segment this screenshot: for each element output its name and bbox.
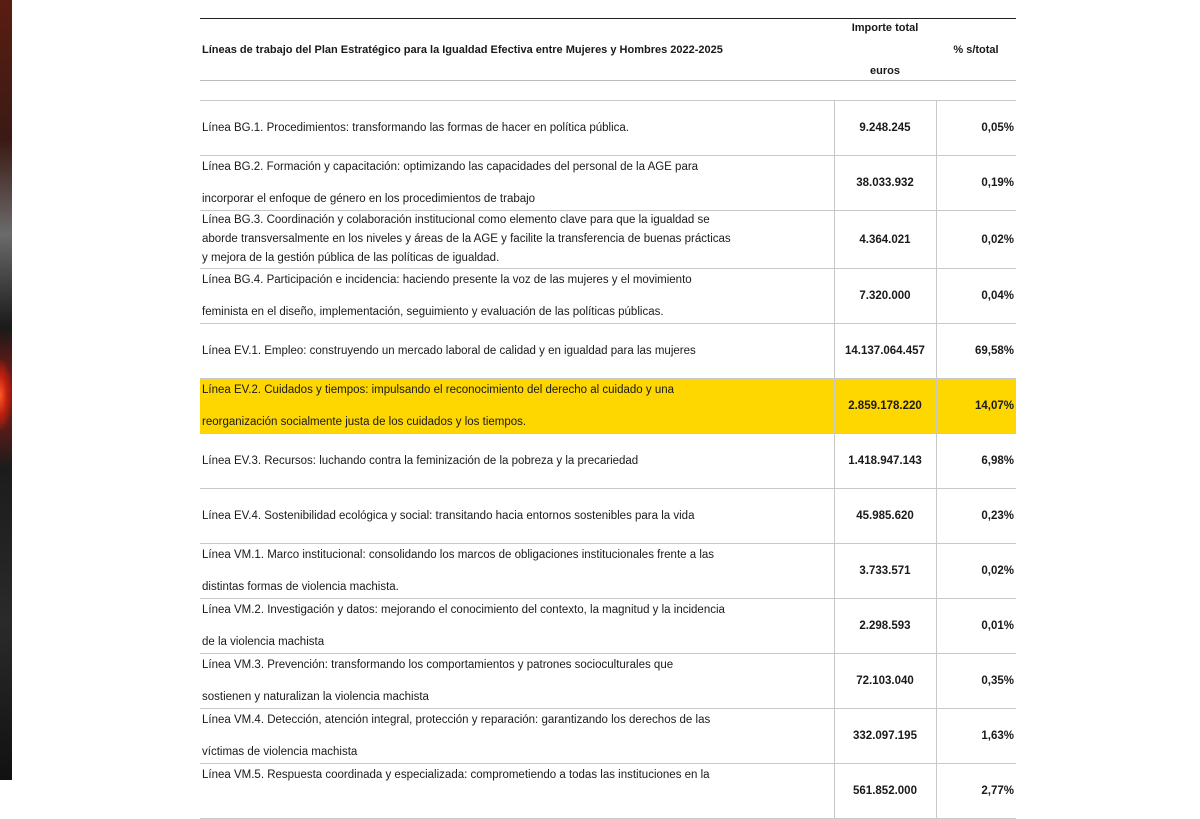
header-amount-line1: Importe total (851, 22, 919, 34)
line-text-cont: feminista en el diseño, implementación, seguimiento y evaluación de las políticas públicas. (202, 306, 664, 318)
amount-cell: 14.137.064.457 (834, 324, 936, 379)
line-cell (200, 324, 834, 379)
table-row (200, 324, 1016, 379)
line-text: Línea VM.5. Respuesta coordinada y especializada: comprometiendo a todas las instituciones en la (202, 769, 710, 781)
header-amount (834, 19, 936, 81)
pct-cell: 2,77% (936, 764, 1016, 819)
pct-cell: 6,98% (936, 434, 1016, 489)
line-cell (200, 269, 834, 324)
line-cell (200, 156, 834, 211)
line-cell (200, 544, 834, 599)
amount-cell: 45.985.620 (834, 489, 936, 544)
line-text: Línea VM.4. Detección, atención integral, protección y reparación: garantizando los derechos de las (202, 714, 711, 726)
line-cell (200, 709, 834, 764)
spacer-cell (936, 81, 1016, 101)
line-cell (200, 379, 834, 434)
table-row (200, 434, 1016, 489)
line-text: Línea BG.3. Coordinación y colaboración institucional como elemento clave para que la igualdad se (202, 214, 710, 226)
spacer-cell (834, 81, 936, 101)
pct-cell: 0,35% (936, 654, 1016, 709)
line-text: Línea EV.1. Empleo: construyendo un mercado laboral de calidad y en igualdad para las mujeres (202, 344, 696, 357)
table-row-highlighted (200, 379, 1016, 434)
line-cell (200, 764, 834, 819)
pct-cell: 1,63% (936, 709, 1016, 764)
amount-cell: 1.418.947.143 (834, 434, 936, 489)
amount-cell: 332.097.195 (834, 709, 936, 764)
line-text: Línea BG.1. Procedimientos: transformando las formas de hacer en política pública. (202, 121, 630, 134)
line-text: Línea VM.3. Prevención: transformando los comportamientos y patrones socioculturales que (202, 659, 674, 671)
line-text-cont: aborde transversalmente en los niveles y áreas de la AGE y facilite la transferencia de buenas prácticas (202, 233, 731, 245)
line-text-cont: de la violencia machista (202, 636, 325, 648)
table-row (200, 269, 1016, 324)
table-row (200, 544, 1016, 599)
table-row (200, 764, 1016, 819)
line-cell (200, 654, 834, 709)
pct-cell: 0,02% (936, 544, 1016, 599)
amount-cell: 561.852.000 (834, 764, 936, 819)
line-cell (200, 101, 834, 156)
header-lines: Líneas de trabajo del Plan Estratégico para la Igualdad Efectiva entre Mujeres y Hombres 2022-2025 (200, 19, 834, 81)
pct-cell: 0,02% (936, 211, 1016, 269)
pct-cell: 0,19% (936, 156, 1016, 211)
amount-cell: 72.103.040 (834, 654, 936, 709)
table-row (200, 156, 1016, 211)
line-text: Línea EV.3. Recursos: luchando contra la feminización de la pobreza y la precariedad (202, 454, 639, 467)
line-text-cont2: y mejora de la gestión pública de las políticas de igualdad. (202, 252, 500, 264)
amount-cell: 2.298.593 (834, 599, 936, 654)
line-text: Línea BG.2. Formación y capacitación: optimizando las capacidades del personal de la AGE para (202, 161, 699, 173)
budget-table-document (200, 18, 1016, 819)
header-pct: % s/total (936, 19, 1016, 81)
line-cell (200, 434, 834, 489)
budget-table (200, 18, 1016, 819)
pct-cell: 69,58% (936, 324, 1016, 379)
amount-cell: 3.733.571 (834, 544, 936, 599)
line-cell (200, 211, 834, 269)
light-glow (0, 360, 12, 430)
line-cell (200, 599, 834, 654)
amount-cell: 38.033.932 (834, 156, 936, 211)
pct-cell: 0,01% (936, 599, 1016, 654)
pct-cell: 14,07% (936, 379, 1016, 434)
table-header-row (200, 19, 1016, 81)
pct-cell: 0,04% (936, 269, 1016, 324)
table-row (200, 101, 1016, 156)
line-text: Línea BG.4. Participación e incidencia: haciendo presente la voz de las mujeres y el movimiento (202, 274, 692, 286)
line-text-cont: sostienen y naturalizan la violencia machista (202, 691, 429, 703)
table-spacer-row (200, 81, 1016, 101)
table-row (200, 489, 1016, 544)
header-amount-line2: euros (870, 65, 900, 77)
table-row (200, 709, 1016, 764)
table-row (200, 599, 1016, 654)
amount-cell: 9.248.245 (834, 101, 936, 156)
line-text: Línea VM.2. Investigación y datos: mejorando el conocimiento del contexto, la magnitud y la incidencia (202, 604, 725, 616)
pct-cell: 0,23% (936, 489, 1016, 544)
spacer-cell (200, 81, 834, 101)
line-text: Línea EV.2. Cuidados y tiempos: impulsando el reconocimiento del derecho al cuidado y una (202, 384, 675, 396)
line-text: Línea VM.1. Marco institucional: consolidando los marcos de obligaciones institucionales frente a las (202, 549, 715, 561)
amount-cell: 4.364.021 (834, 211, 936, 269)
line-text-cont: víctimas de violencia machista (202, 746, 358, 758)
table-row (200, 211, 1016, 269)
amount-cell: 2.859.178.220 (834, 379, 936, 434)
line-text-cont: incorporar el enfoque de género en los procedimientos de trabajo (202, 193, 536, 205)
table-row (200, 654, 1016, 709)
amount-cell: 7.320.000 (834, 269, 936, 324)
line-text-cont: distintas formas de violencia machista. (202, 581, 399, 593)
line-cell (200, 489, 834, 544)
line-text-cont: reorganización socialmente justa de los cuidados y los tiempos. (202, 416, 527, 428)
pct-cell: 0,05% (936, 101, 1016, 156)
line-text: Línea EV.4. Sostenibilidad ecológica y social: transitando hacia entornos sostenibles para la vida (202, 509, 695, 522)
background-photo-edge (0, 0, 12, 780)
